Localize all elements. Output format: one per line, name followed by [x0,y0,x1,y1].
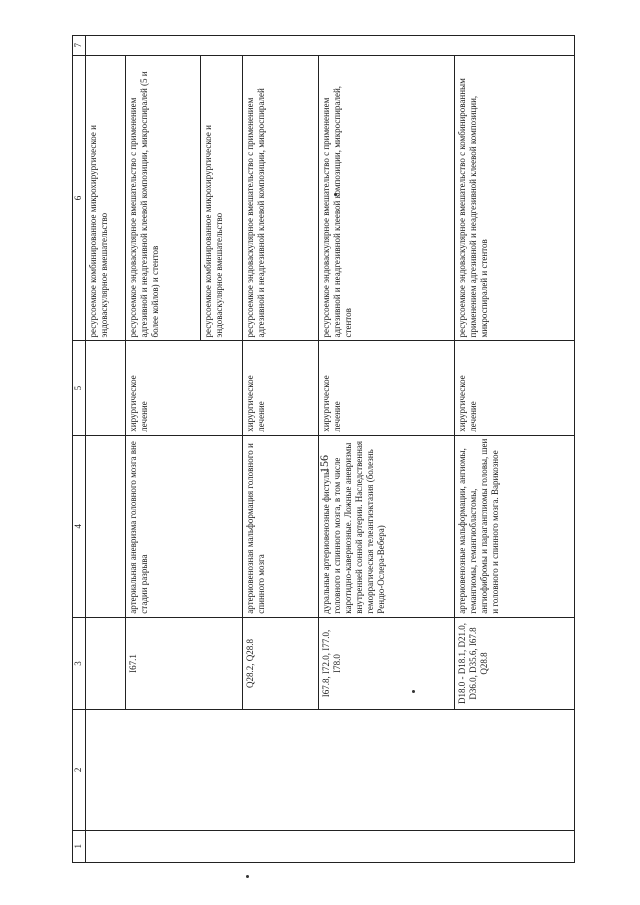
scan-speck [246,875,249,878]
diagnosis-codes-cell: I67.8, I72.0, I77.0, I78.0 [319,617,455,710]
column-number: 5 [73,341,86,435]
treatment-type-cell: хирургическое лечение [243,341,319,435]
treatment-method-cell: ресурсоемкое комбинированное микрохирургическое и эндоваскулярное вмешательство [86,55,126,341]
patient-model-cell: артериовенозные мальформации, ангиомы, гемангиомы, гемангиобластомы, ангиофибромы и параганглиомы головы, шеи и головного и спинного мозга. Варикозное [455,435,575,617]
treatment-type-cell: хирургическое лечение [126,341,243,435]
treatment-method-cell: ресурсоемкое эндоваскулярное вмешательство с применением адгезивной и неадгезивной клеевой композиции, микроспиралей [243,55,319,341]
patient-model-cell: артериальная аневризма головного мозга вне стадии разрыва [126,435,243,617]
column-number: 3 [73,617,86,710]
treatment-method-cell: ресурсоемкое комбинированное микрохирургическое и эндоваскулярное вмешательство [201,55,243,341]
column-number-row [73,36,86,863]
procedures-table [72,35,575,863]
cell-empty [86,830,575,862]
column-number: 6 [73,55,86,341]
column-number: 1 [73,830,86,862]
page-number: 156 [317,455,331,473]
treatment-type-cell: хирургическое лечение [455,341,575,435]
column-number: 4 [73,435,86,617]
patient-model-cell [86,435,126,617]
patient-model-cell: дуральные артериовенозные фистулы головного и спинного мозга, в том числе каротидно-кавернозные. Ложные аневризмы внутренней сонной артерии. Наследственная геморрагическая телеангиэктазия (болезнь Рендю-Ослера-Вебера) [319,435,455,617]
treatment-type-cell: хирургическое лечение [319,341,455,435]
cell-empty [86,36,575,56]
column-number: 7 [73,36,86,56]
diagnosis-codes-cell: Q28.2, Q28.8 [243,617,319,710]
column-number: 2 [73,710,86,830]
table-row [86,36,126,863]
diagnosis-codes-cell: D18.0 - D18.1, D21.0, D36.0, D35.6, I67.8 Q28.8 [455,617,575,710]
rotated-table-sheet [72,35,639,863]
patient-model-cell: артериовенозная мальформация головного и спинного мозга [243,435,319,617]
treatment-method-cell: ресурсоемкое эндоваскулярное вмешательство с применением адгезивной и неадгезивной клеевой композиции, микроспиралей (5 и более койлов) и стентов [126,55,201,341]
cell-empty [86,710,575,830]
treatment-type-cell [86,341,126,435]
diagnosis-codes-cell [86,617,126,710]
diagnosis-codes-cell: I67.1 [126,617,243,710]
treatment-method-cell: ресурсоемкое эндоваскулярное вмешательство с применением адгезивной и неадгезивной клеевой композиции, микроспиралей, стентов [319,55,455,341]
treatment-method-cell: ресурсоемкое эндоваскулярное вмешательство с комбинированным применением адгезивной и неадгезивной клеевой композиции, микроспиралей и стентов [455,55,575,341]
